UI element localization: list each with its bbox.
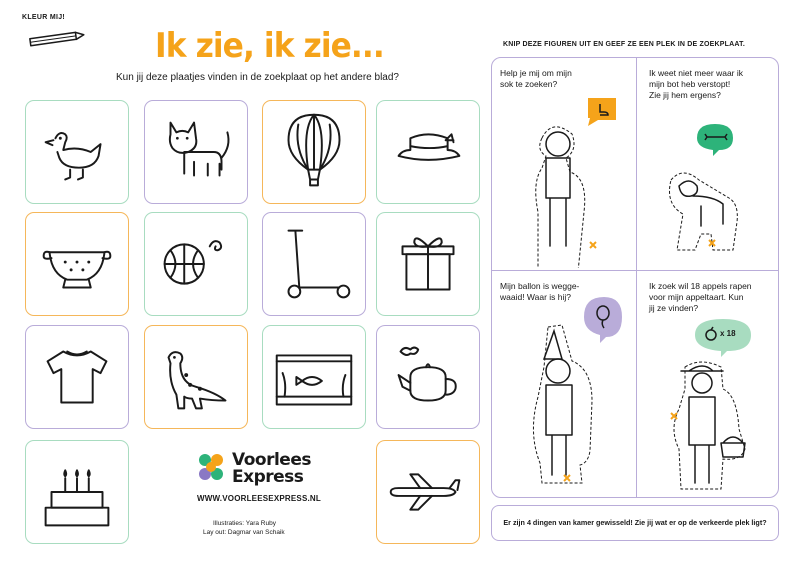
gardener-figure — [655, 359, 765, 495]
card-gift — [376, 212, 480, 316]
bottom-question: Er zijn 4 dingen van kamer gewisseld! Zie jij wat er op de verkeerde plek ligt? — [491, 505, 779, 541]
panel-balloon — [491, 270, 637, 498]
card-dinosaur — [144, 325, 248, 429]
dinosaur-icon — [145, 326, 247, 428]
card-duck — [25, 100, 129, 204]
dog-figure — [657, 166, 757, 256]
pencil-icon — [26, 28, 88, 48]
card-ball — [144, 212, 248, 316]
panel-text: Mijn ballon is wegge- waaid! Waar is hij? — [500, 281, 580, 302]
airplane-icon — [377, 441, 479, 543]
card-aquarium — [262, 325, 366, 429]
ball-icon — [145, 213, 247, 315]
page-title: Ik zie, ik zie... — [155, 26, 384, 66]
apple-count: x 18 — [720, 329, 736, 338]
credit-illustrations: Illustraties: Yara Ruby — [213, 520, 276, 527]
hot-air-balloon-icon — [263, 101, 365, 203]
panel-bone — [636, 57, 779, 271]
colander-icon — [26, 213, 128, 315]
color-me-label: KLEUR MIJ! — [22, 14, 66, 21]
credit-layout: Lay out: Dagmar van Schaik — [203, 529, 285, 536]
aquarium-icon — [263, 326, 365, 428]
scooter-icon — [263, 213, 365, 315]
card-cake — [25, 440, 129, 544]
card-hat — [376, 100, 480, 204]
logo-line1: Voorlees — [232, 450, 311, 470]
cat-icon — [145, 101, 247, 203]
card-cat — [144, 100, 248, 204]
page-subtitle: Kun jij deze plaatjes vinden in de zoekplaat op het andere blad? — [116, 72, 399, 83]
cake-icon — [26, 441, 128, 543]
gift-icon — [377, 213, 479, 315]
bone-icon — [695, 122, 737, 158]
card-airplane — [376, 440, 480, 544]
card-scooter — [262, 212, 366, 316]
card-colander — [25, 212, 129, 316]
panel-apples — [636, 270, 779, 498]
panel-text: Help je mij om mijn sok te zoeken? — [500, 68, 572, 89]
card-hot-air-balloon — [262, 100, 366, 204]
website-url[interactable]: WWW.VOORLEESEXPRESS.NL — [197, 494, 321, 503]
child-figure-sock — [512, 118, 612, 268]
card-tshirt — [25, 325, 129, 429]
teapot-icon — [377, 326, 479, 428]
logo-line2: Express — [232, 467, 304, 487]
panel-text: Ik zoek wil 18 appels rapen voor mijn appeltaart. Kun jij ze vinden? — [649, 281, 752, 313]
tshirt-icon — [26, 326, 128, 428]
panel-sock — [491, 57, 637, 271]
hat-icon — [377, 101, 479, 203]
logo-text — [232, 452, 311, 486]
cutout-instruction: KNIP DEZE FIGUREN UIT EN GEEF ZE EEN PLEK IN DE ZOEKPLAAT. — [503, 41, 745, 48]
child-figure-balloon — [512, 323, 622, 493]
card-teapot — [376, 325, 480, 429]
duck-icon — [26, 101, 128, 203]
panel-text: Ik weet niet meer waar ik mijn bot heb verstopt! Zie jij hem ergens? — [649, 68, 744, 100]
